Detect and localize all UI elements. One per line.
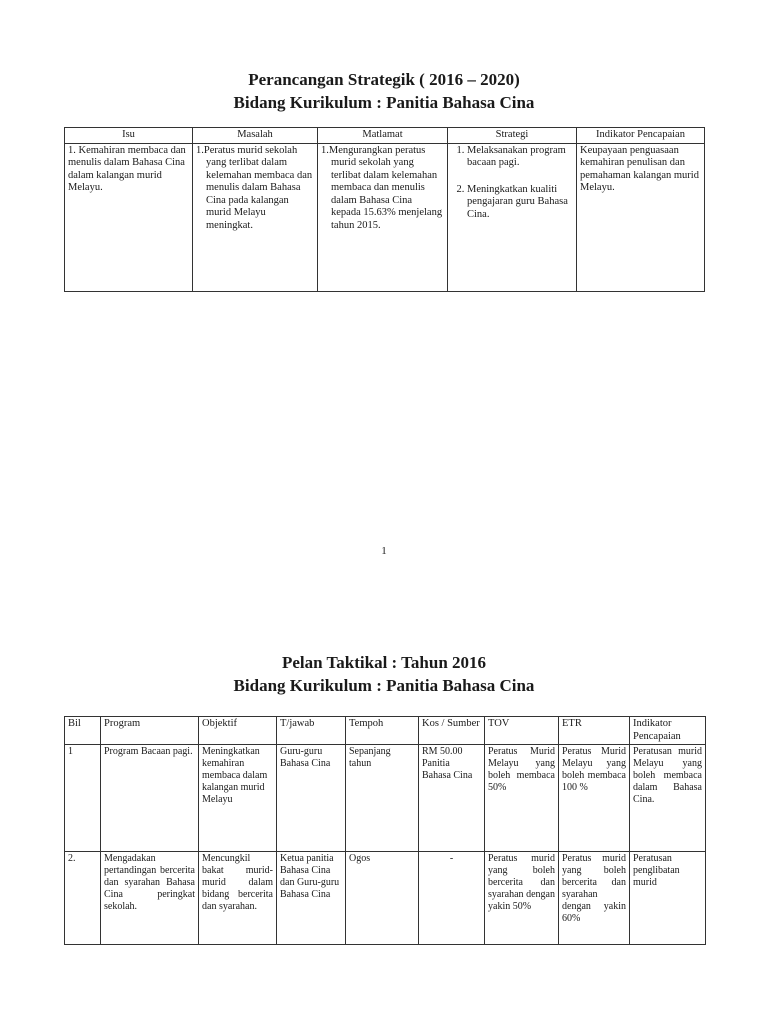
- cell-isu: 1. Kemahiran membaca dan menulis dalam Bahasa Cina dalam kalangan murid Melayu.: [65, 143, 193, 291]
- header-masalah: Masalah: [193, 128, 318, 144]
- header-indikator: Indikator Pencapaian: [577, 128, 705, 144]
- page1-title: Perancangan Strategik ( 2016 – 2020): [248, 70, 520, 89]
- cell-kos: RM 50.00 Panitia Bahasa Cina: [419, 745, 485, 852]
- tactical-plan-table: [64, 716, 706, 945]
- cell-bil: 1: [65, 745, 101, 852]
- header-bil: Bil: [65, 717, 101, 745]
- table-header-row: [65, 717, 706, 745]
- cell-tjawab: Guru-guru Bahasa Cina: [277, 745, 346, 852]
- cell-tov: Peratus Murid Melayu yang boleh membaca 50%: [485, 745, 559, 852]
- header-program: Program: [101, 717, 199, 745]
- cell-bil: 2.: [65, 852, 101, 945]
- header-strategi: Strategi: [448, 128, 577, 144]
- strategi-item: 1. Melaksanakan program bacaan pagi.: [467, 145, 573, 170]
- cell-program: Program Bacaan pagi.: [101, 745, 199, 852]
- table-row: [65, 745, 706, 852]
- cell-etr: Peratus Murid Melayu yang boleh membaca 100 %: [559, 745, 630, 852]
- cell-indikator: Peratusan penglibatan murid: [630, 852, 706, 945]
- header-tjawab: T/jawab: [277, 717, 346, 745]
- cell-tempoh: Ogos: [346, 852, 419, 945]
- cell-indikator: Keupayaan penguasaan kemahiran penulisan dan pemahaman kalangan murid Melayu.: [577, 143, 705, 291]
- matlamat-text: 1.Mengurangkan peratus murid sekolah yang terlibat dalam kelemahan membaca dan menulis dalam Bahasa Cina kepada 15.63% menjelang tahun 2015.: [321, 144, 443, 231]
- cell-program: Mengadakan pertandingan bercerita dan syarahan Bahasa Cina peringkat sekolah.: [101, 852, 199, 945]
- cell-objektif: Mencungkil bakat murid-murid dalam bidang bercerita dan syarahan.: [199, 852, 277, 945]
- page-number: 1: [381, 545, 387, 557]
- cell-tov: Peratus murid yang boleh bercerita dan syarahan dengan yakin 50%: [485, 852, 559, 945]
- cell-tjawab: Ketua panitia Bahasa Cina dan Guru-guru Bahasa Cina: [277, 852, 346, 945]
- table-header-row: [65, 128, 705, 144]
- masalah-text: 1.Peratus murid sekolah yang terlibat dalam kelemahan membaca dan menulis dalam Bahasa Cina pada kalangan murid Melayu meningkat.: [196, 144, 313, 231]
- strategi-item: 2. Meningkatkan kualiti pengajaran guru Bahasa Cina.: [467, 184, 573, 222]
- header-indikator: Indikator Pencapaian: [630, 717, 706, 745]
- table-row: [65, 852, 706, 945]
- header-tempoh: Tempoh: [346, 717, 419, 745]
- cell-strategi: [448, 143, 577, 291]
- page1-subtitle: Bidang Kurikulum : Panitia Bahasa Cina: [233, 93, 535, 112]
- table-row: [65, 143, 705, 291]
- header-etr: ETR: [559, 717, 630, 745]
- header-kos: Kos / Sumber: [419, 717, 485, 745]
- cell-masalah: [193, 143, 318, 291]
- page2-title: Pelan Taktikal : Tahun 2016: [281, 653, 487, 672]
- header-isu: Isu: [65, 128, 193, 144]
- cell-indikator: Peratusan murid Melayu yang boleh membaca dalam Bahasa Cina.: [630, 745, 706, 852]
- header-objektif: Objektif: [199, 717, 277, 745]
- cell-kos: -: [419, 852, 485, 945]
- cell-objektif: Meningkatkan kemahiran membaca dalam kalangan murid Melayu: [199, 745, 277, 852]
- cell-matlamat: [318, 143, 448, 291]
- cell-etr: Peratus murid yang boleh bercerita dan syarahan dengan yakin 60%: [559, 852, 630, 945]
- header-matlamat: Matlamat: [318, 128, 448, 144]
- cell-tempoh: Sepanjang tahun: [346, 745, 419, 852]
- strategic-plan-table: [64, 127, 705, 292]
- page2-subtitle: Bidang Kurikulum : Panitia Bahasa Cina: [233, 676, 535, 695]
- strategi-list: [451, 145, 573, 222]
- header-tov: TOV: [485, 717, 559, 745]
